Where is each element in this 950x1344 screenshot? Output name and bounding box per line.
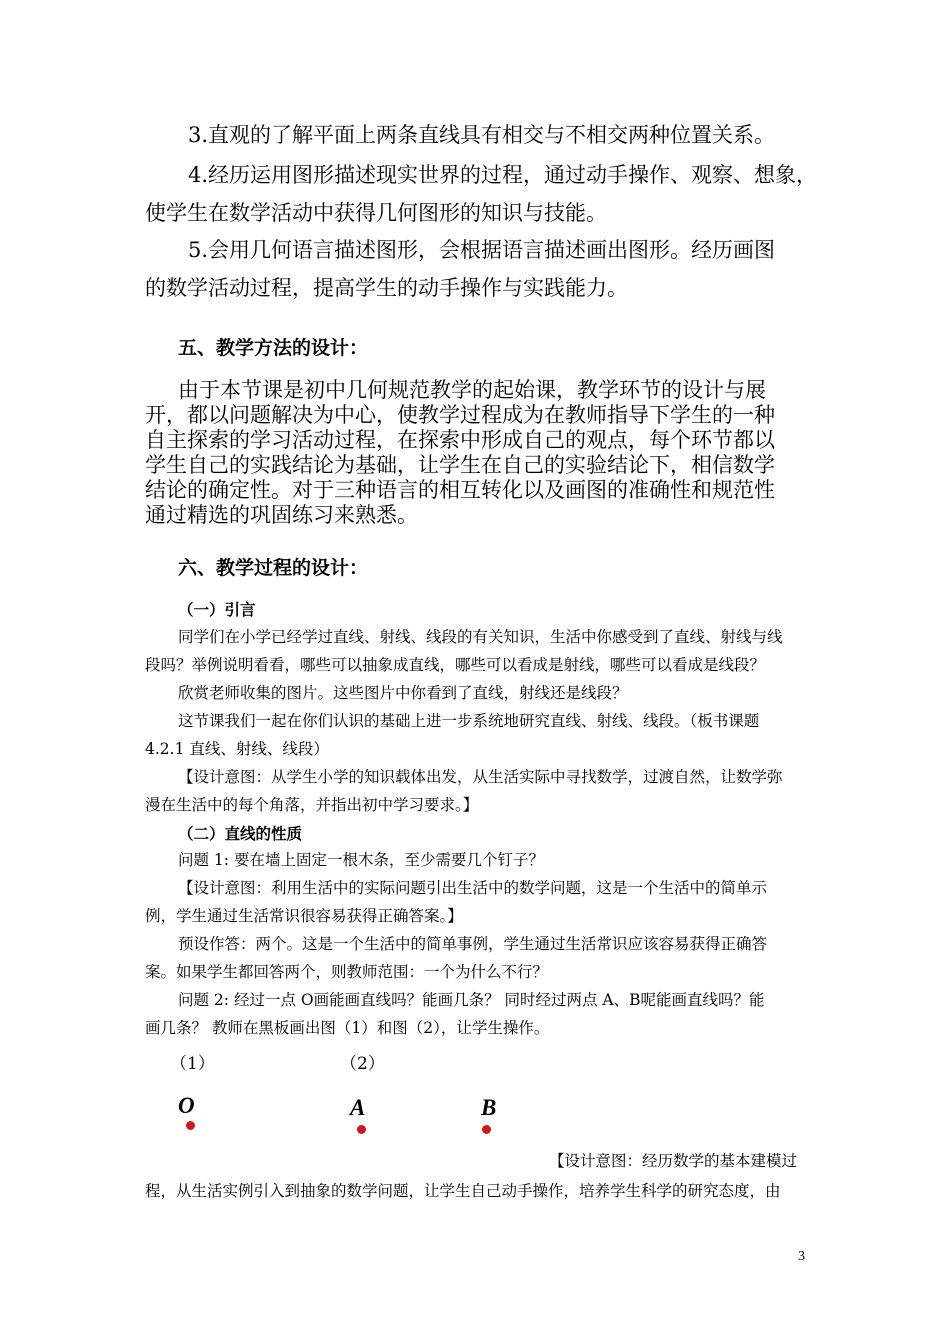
design-intent-1-line1: 【设计意图：从学生小学的知识载体出发，从生活实际中寻找数学，过渡自然，让数学弥	[178, 768, 783, 786]
objective-item-5-line1: 5.会用几何语言描述图形，会根据语言描述画出图形。经历画图	[188, 238, 776, 262]
objective-item-4-line2: 使学生在数学活动中获得几何图形的知识与技能。	[145, 201, 607, 225]
question-1: 问题 1: 要在墙上固定一根木条，至少需要几个钉子？	[178, 851, 544, 869]
figure-2-label: （2）	[340, 1054, 385, 1074]
section-5-line: 由于本节课是初中几何规范教学的起始课，教学环节的设计与展	[178, 378, 766, 402]
design-intent-3-line1: 【设计意图：经历数学的基本建模过	[549, 1152, 798, 1170]
appreciate-pictures-text: 欣赏老师收集的图片。这些图片中你看到了直线，射线还是线段？	[178, 684, 628, 702]
point-b-label: B	[481, 1095, 497, 1120]
intro-paragraph-line1: 同学们在小学已经学过直线、射线、线段的有关知识，生活中你感受到了直线、射线与线	[178, 628, 783, 646]
section-5-line: 通过精选的巩固练习来熟悉。	[145, 503, 418, 527]
page-number: 3	[798, 1249, 805, 1264]
objective-item-5-line2: 的数学活动过程，提高学生的动手操作与实践能力。	[145, 276, 628, 300]
question-2-line1: 问题 2: 经过一点 O画能画直线吗？能画几条？ 同时经过两点 A、B呢能画直线吗？能	[178, 991, 765, 1009]
design-intent-3-line2: 程，从生活实例引入到抽象的数学问题，让学生自己动手操作，培养学生科学的研究态度，由	[145, 1182, 781, 1200]
question-2-line2: 画几条？ 教师在黑板画出图（1）和图（2），让学生操作。	[145, 1019, 550, 1037]
section-5-line: 结论的确定性。对于三种语言的相互转化以及画图的准确性和规范性	[145, 478, 775, 502]
figure-1-label: （1）	[170, 1054, 215, 1074]
point-b-dot	[482, 1125, 491, 1134]
objective-item-3: 3.直观的了解平面上两条直线具有相交与不相交两种位置关系。	[188, 123, 776, 147]
design-intent-2-line1: 【设计意图：利用生活中的实际问题引出生活中的数学问题，这是一个生活中的简单示	[178, 879, 768, 897]
intro-paragraph-line2: 段吗？举例说明看看，哪些可以抽象成直线，哪些可以看成是射线，哪些可以看成是线段？	[145, 656, 766, 674]
section-5-line: 学生自己的实践结论为基础，让学生在自己的实验结论下，相信数学	[145, 453, 775, 477]
section-5-heading: 五、教学方法的设计：	[178, 337, 369, 359]
design-intent-2-line2: 例，学生通过生活常识很容易获得正确答案。】	[145, 907, 463, 925]
expected-answer-line2: 案。如果学生都回答两个，则教师范围：一个为什么不行？	[145, 963, 549, 981]
section-5-line: 开，都以问题解决为中心，使教学过程成为在教师指导下学生的一种	[145, 403, 775, 427]
lesson-topic-line2: 4.2.1 直线、射线、线段）	[145, 740, 329, 758]
design-intent-1-line2: 漫在生活中的每个角落，并指出初中学习要求。】	[145, 796, 479, 814]
subsection-intro-heading: （一）引言	[178, 600, 256, 619]
subsection-line-property-heading: （二）直线的性质	[178, 824, 303, 843]
point-o-label: O	[178, 1093, 195, 1118]
section-6-heading: 六、教学过程的设计：	[178, 557, 369, 579]
section-5-line: 自主探索的学习活动过程，在探索中形成自己的观点，每个环节都以	[145, 428, 775, 452]
point-a-label: A	[350, 1095, 366, 1120]
point-o-dot	[186, 1121, 195, 1130]
lesson-topic-line1: 这节课我们一起在你们认识的基础上进一步系统地研究直线、射线、线段。（板书课题	[178, 712, 760, 730]
expected-answer-line1: 预设作答：两个。这是一个生活中的简单事例，学生通过生活常识应该容易获得正确答	[178, 935, 768, 953]
point-a-dot	[357, 1125, 366, 1134]
objective-item-4-line1: 4.经历运用图形描述现实世界的过程，通过动手操作、观察、想象，	[188, 163, 818, 187]
